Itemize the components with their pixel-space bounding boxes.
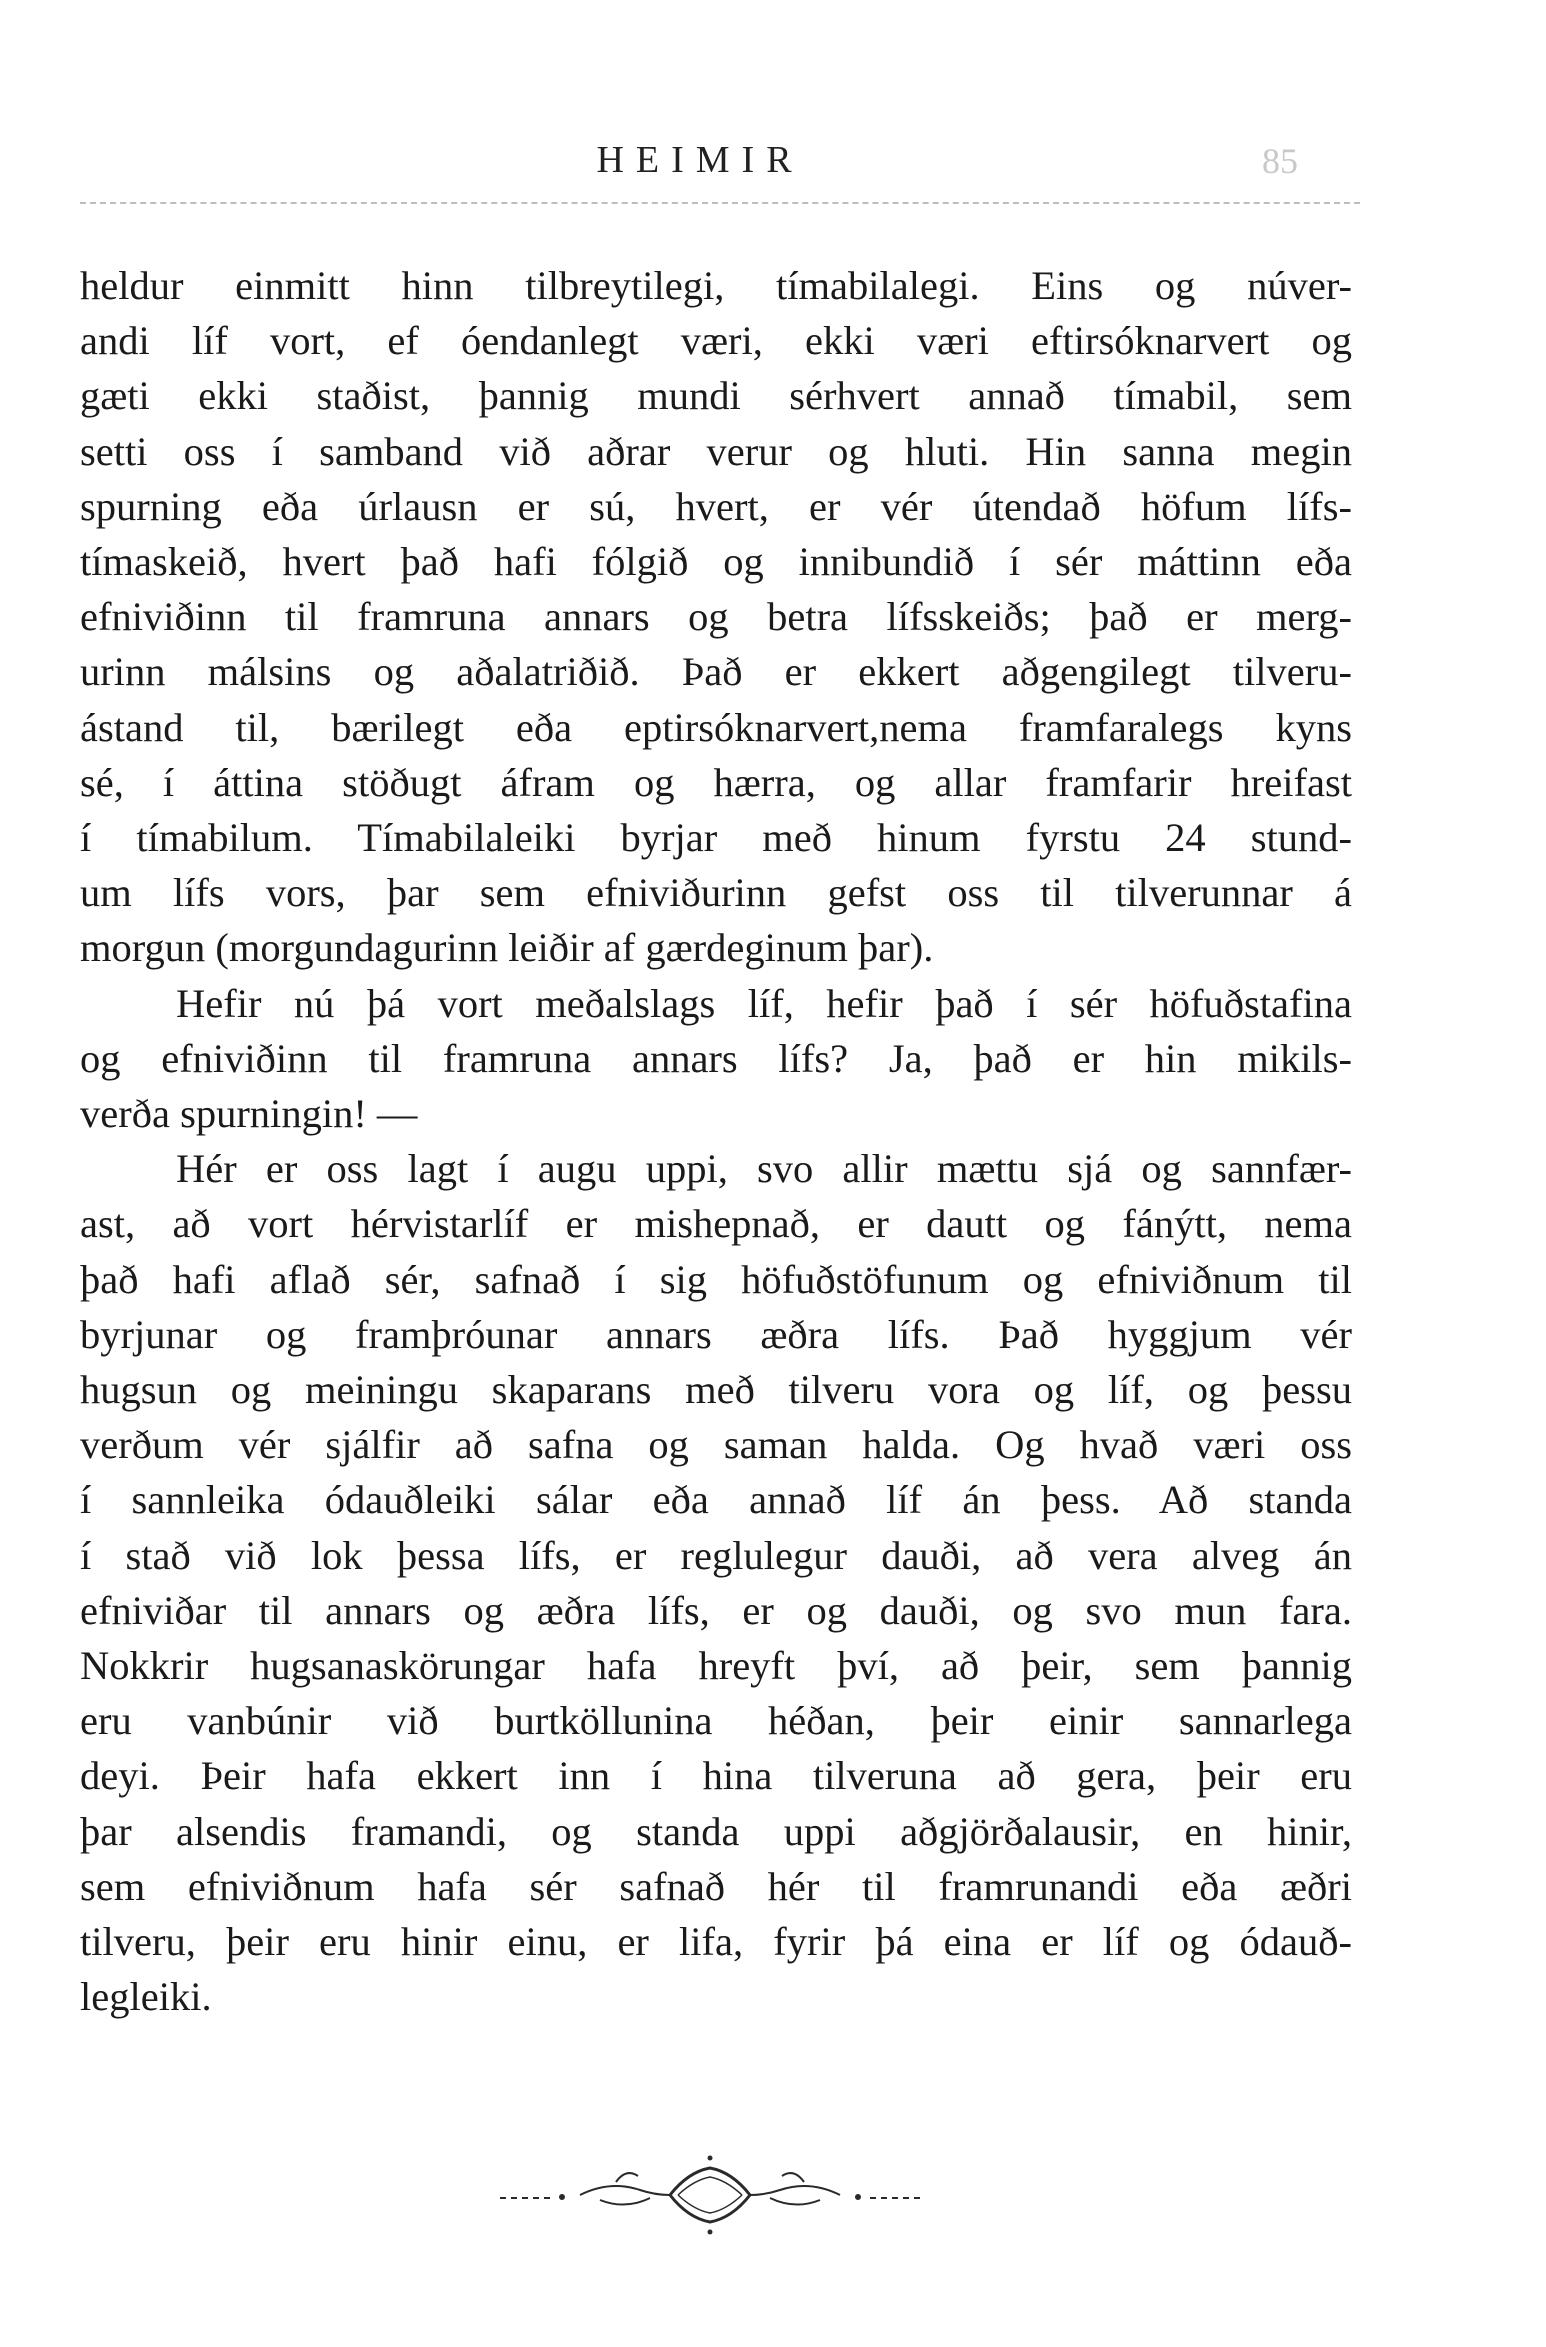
text-line: gæti ekki staðist, þannig mundi sérhvert annað tímabil, sem — [80, 373, 1352, 419]
text-line: ast, að vort hérvistarlíf er mishepnað, er dautt og fánýtt, nema — [80, 1201, 1352, 1247]
text-line: heldur einmitt hinn tilbreytilegi, tímabilalegi. Eins og núver- — [80, 263, 1352, 308]
text-line: eru vanbúnir við burtköllunina héðan, þeir einir sannarlega — [80, 1698, 1352, 1744]
text-line: efniviðinn til framruna annars og betra lífsskeiðs; það er merg- — [80, 594, 1352, 640]
page-number: 85 — [1262, 141, 1298, 181]
paragraph — [80, 258, 1352, 976]
text-line: urinn málsins og aðalatriðið. Það er ekkert aðgengilegt tilveru- — [80, 649, 1352, 695]
body-text — [80, 258, 1352, 2025]
text-line: spurning eða úrlausn er sú, hvert, er vér útendað höfum lífs- — [80, 483, 1352, 529]
text-line: byrjunar og framþróunar annars æðra lífs. Það hyggjum vér — [80, 1311, 1352, 1357]
text-line: andi líf vort, ef óendanlegt væri, ekki væri eftirsóknarvert og — [80, 318, 1352, 364]
paragraph — [80, 976, 1352, 1142]
text-line: sé, í áttina stöðugt áfram og hærra, og allar framfarir hreifast — [80, 759, 1352, 805]
text-line: morgun (morgundagurinn leiðir af gærdeginum þar). — [80, 925, 934, 971]
running-header — [0, 138, 1546, 198]
text-line: þar alsendis framandi, og standa uppi aðgjörðalausir, en hinir, — [80, 1808, 1352, 1854]
text-line: tímaskeið, hvert það hafi fólgið og innibundið í sér máttinn eða — [80, 539, 1352, 585]
text-line: hugsun og meiningu skaparans með tilveru vora og líf, og þessu — [80, 1367, 1352, 1413]
text-line: ástand til, bærilegt eða eptirsóknarvert,nema framfaralegs kyns — [80, 704, 1352, 750]
text-line: efniviðar til annars og æðra lífs, er og dauði, og svo mun fara. — [80, 1587, 1352, 1633]
text-line: setti oss í samband við aðrar verur og hluti. Hin sanna megin — [80, 428, 1352, 474]
text-line: verða spurningin! — — [80, 1091, 418, 1137]
text-line: Nokkrir hugsanaskörungar hafa hreyft því, að þeir, sem þannig — [80, 1643, 1352, 1689]
text-line: og efniviðinn til framruna annars lífs? Ja, það er hin mikils- — [80, 1035, 1352, 1081]
text-line: í stað við lok þessa lífs, er reglulegur dauði, að vera alveg án — [80, 1532, 1352, 1578]
tailpiece-ornament-icon — [440, 2150, 980, 2240]
text-line: það hafi aflað sér, safnað í sig höfuðstöfunum og efniviðnum til — [80, 1256, 1352, 1302]
text-line: Hér er oss lagt í augu uppi, svo allir mættu sjá og sannfær- — [176, 1146, 1352, 1192]
text-line: tilveru, þeir eru hinir einu, er lifa, fyrir þá eina er líf og ódauð- — [80, 1919, 1352, 1965]
paragraph — [80, 1141, 1352, 2024]
text-line: deyi. Þeir hafa ekkert inn í hina tilveruna að gera, þeir eru — [80, 1753, 1352, 1799]
text-line: legleiki. — [80, 1974, 212, 2020]
text-line: sem efniviðnum hafa sér safnað hér til framrunandi eða æðri — [80, 1863, 1352, 1909]
running-title: HEIMIR — [596, 139, 804, 181]
text-line: um lífs vors, þar sem efniviðurinn gefst oss til tilverunnar á — [80, 870, 1352, 916]
text-line: í tímabilum. Tímabilaleiki byrjar með hinum fyrstu 24 stund- — [80, 815, 1352, 861]
header-rule — [80, 202, 1360, 204]
text-line: í sannleika ódauðleiki sálar eða annað líf án þess. Að standa — [80, 1477, 1352, 1523]
text-line: Hefir nú þá vort meðalslags líf, hefir það í sér höfuðstafina — [176, 980, 1352, 1026]
text-line: verðum vér sjálfir að safna og saman halda. Og hvað væri oss — [80, 1422, 1352, 1468]
